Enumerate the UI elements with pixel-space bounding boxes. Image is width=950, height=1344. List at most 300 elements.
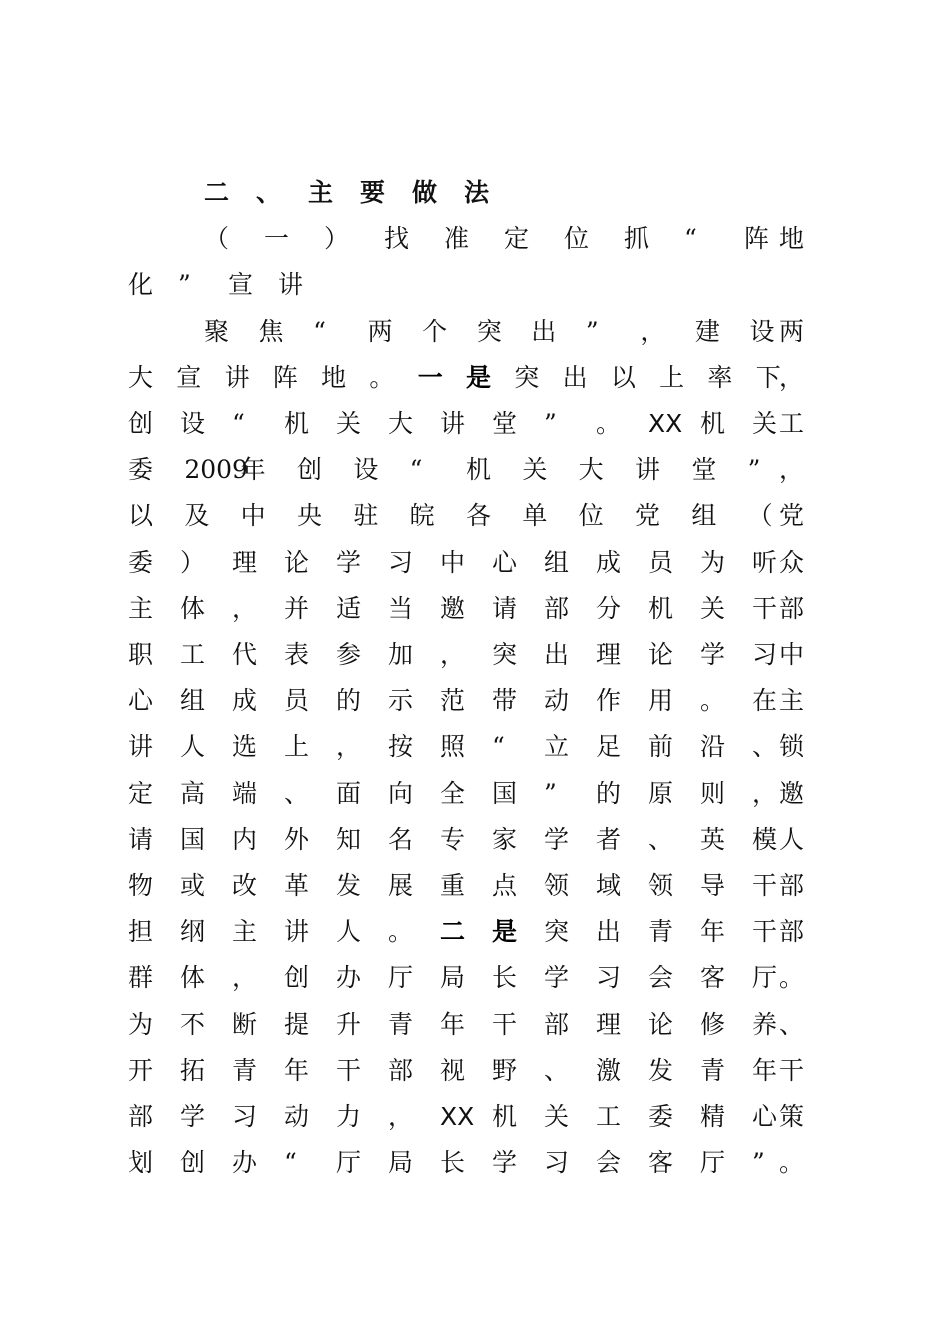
text-token: 是 (466, 362, 492, 392)
text-token: 2009 (184, 455, 248, 485)
text-token: 提 (284, 1009, 310, 1039)
text-token: 单 (522, 501, 548, 531)
text-token: 示 (388, 686, 414, 716)
text-token: 干 (492, 1009, 518, 1039)
text-token: ） (180, 547, 206, 577)
text-token: 要 (360, 178, 386, 207)
text-token: 主 (778, 686, 804, 716)
text-token: 定 (128, 778, 154, 808)
text-token: 青 (700, 1055, 726, 1085)
text-token: 、 (752, 732, 778, 762)
text-token: 学 (492, 1148, 518, 1178)
text-token: 原 (648, 778, 674, 808)
text-token: 长 (492, 963, 518, 993)
text-token: 青 (388, 1009, 414, 1039)
text-token: 人 (336, 917, 362, 947)
text-token: 两 (367, 316, 393, 346)
text-token: 部 (778, 917, 804, 947)
text-token: 中 (440, 547, 466, 577)
text-token: 大 (388, 409, 414, 438)
text-token: 沿 (700, 732, 726, 762)
text-token: 展 (388, 871, 414, 900)
text-token: 养 (752, 1009, 778, 1039)
text-token: 一 (264, 224, 290, 254)
text-token: 讲 (284, 917, 310, 947)
text-line (0, 632, 950, 678)
text-token: 个 (422, 316, 448, 346)
text-token: 上 (284, 732, 310, 762)
text-token: 域 (596, 871, 622, 900)
text-token: 设 (353, 455, 379, 485)
text-token: 动 (544, 686, 570, 716)
text-line (0, 216, 950, 262)
text-token: 党 (635, 501, 661, 531)
text-token: 建 (694, 316, 720, 346)
text-token: 中 (240, 501, 266, 531)
text-token: ， (388, 1102, 414, 1131)
text-token: 论 (648, 640, 674, 669)
text-token: 选 (232, 732, 258, 762)
text-token: 堂 (691, 455, 717, 485)
text-token: 机 (492, 1102, 518, 1131)
text-token: 青 (648, 917, 674, 947)
text-token: 找 (384, 224, 410, 254)
text-token: 动 (284, 1102, 310, 1131)
text-token: 导 (700, 871, 726, 900)
text-token: 带 (492, 686, 518, 716)
text-token: “ (313, 316, 326, 346)
text-token: 成 (232, 686, 258, 716)
text-token: 厅 (336, 1148, 362, 1178)
text-token: 学 (544, 824, 570, 854)
text-token: 客 (648, 1148, 674, 1178)
text-token: 职 (128, 640, 154, 669)
text-token: 各 (466, 501, 492, 531)
text-token: 局 (388, 1148, 414, 1178)
text-token: 率 (707, 362, 733, 392)
text-token: 宣 (176, 362, 202, 392)
text-token: 聚 (204, 316, 230, 346)
text-token: 突 (544, 917, 570, 947)
text-token: 。 (778, 963, 804, 993)
text-token: 物 (128, 871, 154, 900)
text-token: 关 (336, 409, 362, 438)
text-token: 办 (232, 1148, 258, 1178)
text-token: 适 (336, 593, 362, 623)
text-token: 范 (440, 686, 466, 716)
text-token: 年 (240, 455, 266, 485)
text-token: 精 (700, 1102, 726, 1131)
text-line (0, 262, 950, 308)
text-token: 体 (180, 963, 206, 993)
text-token: 年 (700, 917, 726, 947)
text-token: 中 (778, 640, 804, 669)
text-token: 部 (544, 593, 570, 623)
text-token: 以 (610, 362, 636, 392)
text-token: 宣 (228, 270, 254, 300)
text-token: 论 (284, 547, 310, 577)
text-token: 高 (180, 778, 206, 808)
text-token: 干 (778, 1055, 804, 1085)
text-token: 改 (232, 871, 258, 900)
text-token: 机 (700, 409, 726, 438)
text-token: 关 (752, 409, 778, 438)
text-token: 工 (180, 640, 206, 669)
text-token: 讲 (440, 409, 466, 438)
text-token: 。 (388, 917, 414, 947)
text-line (0, 401, 950, 447)
text-token: 突 (492, 640, 518, 669)
text-token: 众 (778, 547, 804, 577)
text-token: ， (640, 316, 666, 346)
text-token: ， (232, 963, 258, 993)
text-token: 、 (284, 778, 310, 808)
text-token: 干 (752, 917, 778, 947)
text-token: 讲 (278, 270, 304, 300)
text-token: ， (778, 362, 804, 392)
text-token: 学 (336, 547, 362, 577)
text-token: 断 (232, 1009, 258, 1039)
text-token: 参 (336, 640, 362, 669)
text-token: 化 (128, 270, 154, 300)
text-token: 党 (778, 501, 804, 531)
text-token: 出 (562, 362, 588, 392)
text-token: 局 (440, 963, 466, 993)
text-token: 策 (778, 1102, 804, 1131)
text-token: ， (440, 640, 466, 669)
text-token: 位 (564, 224, 590, 254)
text-token: 部 (778, 871, 804, 900)
text-token: 加 (388, 640, 414, 669)
text-token: 习 (388, 547, 414, 577)
text-token: 创 (297, 455, 323, 485)
text-token: 内 (232, 824, 258, 854)
text-token: 委 (648, 1102, 674, 1131)
text-token: 办 (336, 963, 362, 993)
text-line (0, 724, 950, 770)
text-token: 青 (232, 1055, 258, 1085)
text-token: 或 (180, 871, 206, 900)
text-line (0, 1002, 950, 1048)
text-token: 上 (659, 362, 685, 392)
text-token: 表 (284, 640, 310, 669)
text-token: 组 (691, 501, 717, 531)
text-token: 人 (180, 732, 206, 762)
text-token: 干 (336, 1055, 362, 1085)
text-token: 驻 (353, 501, 379, 531)
text-token: 锁 (778, 732, 804, 762)
text-token: 修 (700, 1009, 726, 1039)
text-token: 地 (778, 224, 804, 254)
text-token: 准 (444, 224, 470, 254)
text-token: 划 (128, 1148, 154, 1178)
text-token: 创 (128, 409, 154, 438)
text-token: 心 (128, 686, 154, 716)
text-token: 习 (232, 1102, 258, 1131)
text-token: 名 (388, 824, 414, 854)
text-token: ” (585, 316, 599, 346)
text-token: 纲 (180, 917, 206, 947)
text-token: 、 (544, 1055, 570, 1085)
text-token: 学 (700, 640, 726, 669)
text-line (0, 909, 950, 955)
text-token: 模 (752, 824, 778, 854)
text-token: 英 (700, 824, 726, 854)
text-token: 重 (440, 871, 466, 900)
text-token: 地 (321, 362, 347, 392)
text-line (0, 1094, 950, 1140)
text-token: 邀 (778, 778, 804, 808)
text-token: 部 (544, 1009, 570, 1039)
text-token: 二 (440, 917, 466, 947)
text-line (0, 955, 950, 1001)
text-token: 讲 (635, 455, 661, 485)
text-token: 部 (778, 593, 804, 623)
text-token: 创 (180, 1148, 206, 1178)
text-token: “ (492, 732, 505, 762)
text-token: 委 (128, 455, 154, 485)
text-token: 长 (440, 1148, 466, 1178)
text-token: 设 (180, 409, 206, 438)
text-token: 力 (336, 1102, 362, 1131)
text-token: 以 (128, 501, 154, 531)
text-token: “ (684, 224, 697, 254)
text-token: 员 (648, 547, 674, 577)
text-token: 国 (492, 778, 518, 808)
text-token: 当 (388, 593, 414, 623)
text-token: 学 (180, 1102, 206, 1131)
text-token: 厅 (700, 1148, 726, 1178)
text-line (0, 863, 950, 909)
text-token: 工 (778, 409, 804, 438)
text-token: ” (747, 455, 761, 485)
text-token: 立 (544, 732, 570, 762)
text-line (0, 771, 950, 817)
text-token: 堂 (492, 409, 518, 438)
text-token: 委 (128, 547, 154, 577)
text-token: 习 (544, 1148, 570, 1178)
text-token: 代 (232, 640, 258, 669)
text-token: 请 (128, 824, 154, 854)
text-token: 端 (232, 778, 258, 808)
text-token: 两 (778, 316, 804, 346)
text-line (0, 817, 950, 863)
text-token: 邀 (440, 593, 466, 623)
text-token: 不 (180, 1009, 206, 1039)
text-token: 机 (284, 409, 310, 438)
text-line (0, 1048, 950, 1094)
text-token: ” (544, 778, 557, 808)
text-token: 心 (752, 1102, 778, 1131)
text-token: 面 (336, 778, 362, 808)
text-token: ， (232, 593, 258, 623)
text-token: 、 (256, 178, 282, 207)
text-token: 法 (464, 178, 490, 207)
text-token: 突 (514, 362, 540, 392)
text-token: 专 (440, 824, 466, 854)
text-token: 为 (700, 547, 726, 577)
text-token: 关 (522, 455, 548, 485)
text-token: 组 (180, 686, 206, 716)
text-token: 领 (544, 871, 570, 900)
text-token: 部 (388, 1055, 414, 1085)
text-token: 学 (544, 963, 570, 993)
text-token: 革 (284, 871, 310, 900)
text-token: 。 (778, 1148, 804, 1178)
text-token: （ (204, 224, 230, 254)
text-token: 部 (128, 1102, 154, 1131)
section-heading (0, 170, 950, 216)
text-token: 升 (336, 1009, 362, 1039)
text-token: 皖 (409, 501, 435, 531)
text-line (0, 309, 950, 355)
text-token: 央 (297, 501, 323, 531)
text-token: 大 (578, 455, 604, 485)
text-token: 机 (466, 455, 492, 485)
text-token: 大 (128, 362, 154, 392)
text-token: 厅 (388, 963, 414, 993)
text-token: 客 (700, 963, 726, 993)
text-token: 及 (184, 501, 210, 531)
text-token: 体 (180, 593, 206, 623)
text-token: 下 (755, 362, 781, 392)
text-line (0, 447, 950, 493)
text-token: 发 (648, 1055, 674, 1085)
text-token: 出 (544, 640, 570, 669)
text-token: 按 (388, 732, 414, 762)
text-token: ” (544, 409, 557, 438)
text-token: 发 (336, 871, 362, 900)
text-token: 定 (504, 224, 530, 254)
text-token: ， (336, 732, 362, 762)
text-token: 位 (578, 501, 604, 531)
text-line (0, 1140, 950, 1186)
text-token: 会 (648, 963, 674, 993)
text-token: “ (409, 455, 423, 485)
text-token: “ (232, 409, 245, 438)
text-token: 厅 (752, 963, 778, 993)
text-token: 二 (204, 178, 230, 207)
text-token: 机 (648, 593, 674, 623)
text-token: 的 (336, 686, 362, 716)
text-token: 论 (648, 1009, 674, 1039)
text-token: 知 (336, 824, 362, 854)
text-token: 。 (700, 686, 726, 716)
text-token: 干 (752, 593, 778, 623)
text-token: 则 (700, 778, 726, 808)
text-line (0, 540, 950, 586)
text-token: 理 (596, 640, 622, 669)
text-token: 向 (388, 778, 414, 808)
text-token: 、 (778, 1009, 804, 1039)
text-token: 拓 (180, 1055, 206, 1085)
text-token: 关 (700, 593, 726, 623)
text-token: 群 (128, 963, 154, 993)
text-token: 领 (648, 871, 674, 900)
text-token: 家 (492, 824, 518, 854)
text-token: ” (752, 1148, 765, 1178)
text-token: 的 (596, 778, 622, 808)
text-token: 成 (596, 547, 622, 577)
text-token: 做 (412, 178, 438, 207)
text-token: 。 (369, 362, 395, 392)
text-token: 人 (778, 824, 804, 854)
text-token: 者 (596, 824, 622, 854)
text-token: 理 (596, 1009, 622, 1039)
text-token: 足 (596, 732, 622, 762)
text-token: 全 (440, 778, 466, 808)
text-token: 阵 (744, 224, 770, 254)
text-token: 组 (544, 547, 570, 577)
text-token: 作 (596, 686, 622, 716)
text-token: 是 (492, 917, 518, 947)
text-token: 为 (128, 1009, 154, 1039)
text-token: 国 (180, 824, 206, 854)
text-token: XX (440, 1102, 475, 1131)
text-token: 视 (440, 1055, 466, 1085)
text-line (0, 493, 950, 539)
text-token: 年 (440, 1009, 466, 1039)
text-token: 并 (284, 593, 310, 623)
text-token: ” (178, 270, 191, 300)
text-token: 员 (284, 686, 310, 716)
text-token: 前 (648, 732, 674, 762)
text-token: （ (747, 501, 773, 531)
text-token: 心 (492, 547, 518, 577)
text-token: 理 (232, 547, 258, 577)
text-line (0, 586, 950, 632)
text-token: 讲 (128, 732, 154, 762)
text-token: 照 (440, 732, 466, 762)
text-token: 开 (128, 1055, 154, 1085)
text-token: 一 (417, 362, 443, 392)
text-token: 习 (752, 640, 778, 669)
text-token: XX (648, 409, 683, 438)
text-token: 讲 (224, 362, 250, 392)
text-token: 主 (232, 917, 258, 947)
text-line (0, 355, 950, 401)
text-token: 请 (492, 593, 518, 623)
text-token: ， (778, 455, 804, 485)
text-token: 外 (284, 824, 310, 854)
text-token: 点 (492, 871, 518, 900)
text-token: 年 (284, 1055, 310, 1085)
text-token: 用 (648, 686, 674, 716)
text-token: 出 (596, 917, 622, 947)
text-token: 年 (752, 1055, 778, 1085)
text-token: 创 (284, 963, 310, 993)
text-token: 激 (596, 1055, 622, 1085)
text-token: 野 (492, 1055, 518, 1085)
text-token: “ (284, 1148, 297, 1178)
text-token: 。 (596, 409, 622, 438)
text-token: 出 (531, 316, 557, 346)
text-token: 阵 (272, 362, 298, 392)
text-token: 焦 (258, 316, 284, 346)
text-line (0, 678, 950, 724)
text-token: 主 (308, 178, 334, 207)
text-token: 关 (544, 1102, 570, 1131)
text-token: 会 (596, 1148, 622, 1178)
text-token: 、 (648, 824, 674, 854)
text-token: ， (752, 778, 778, 808)
text-token: ） (324, 224, 350, 254)
text-token: 工 (596, 1102, 622, 1131)
text-token: 突 (476, 316, 502, 346)
text-token: 设 (749, 316, 775, 346)
text-token: 主 (128, 593, 154, 623)
text-token: 干 (752, 871, 778, 900)
